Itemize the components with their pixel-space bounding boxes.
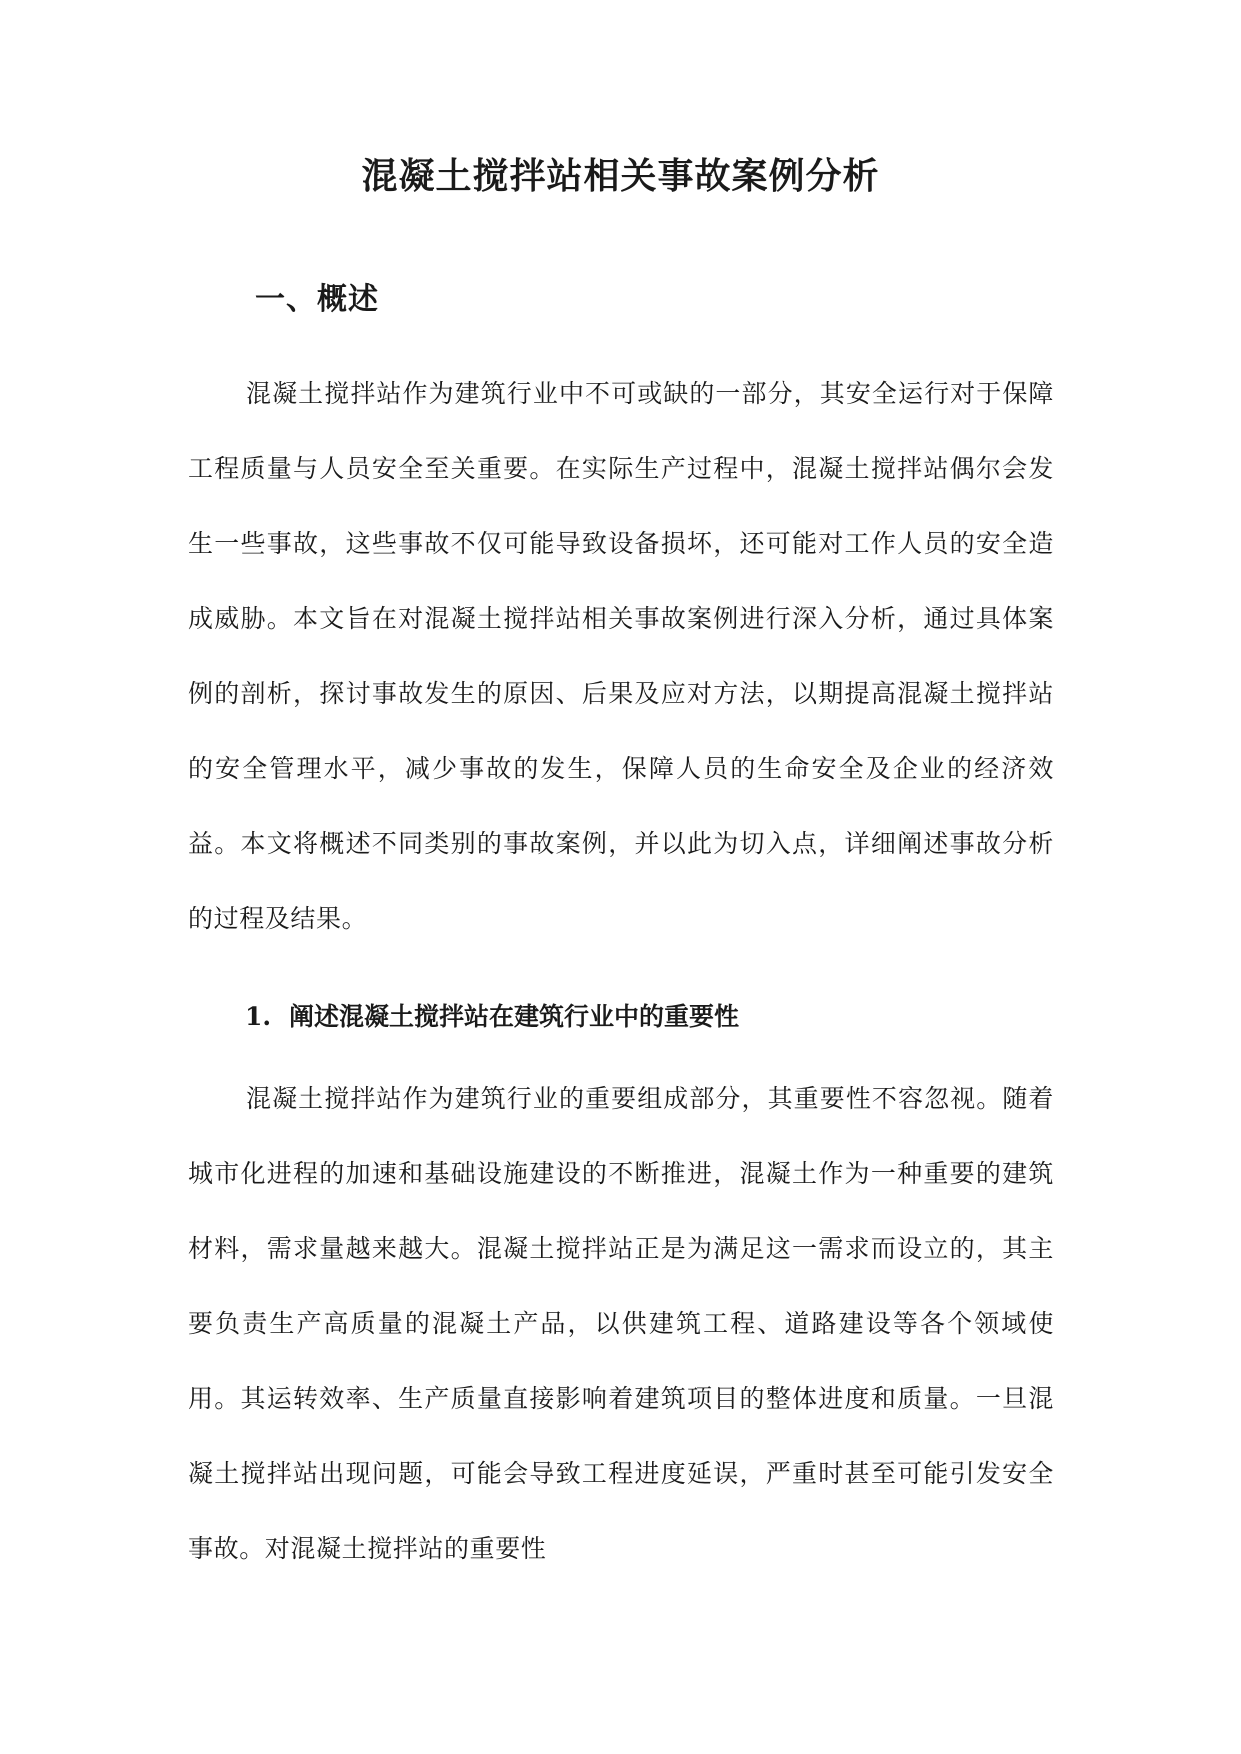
overview-paragraph: 混凝土搅拌站作为建筑行业中不可或缺的一部分，其安全运行对于保障工程质量与人员安全至关重要。在实际生产过程中，混凝土搅拌站偶尔会发生一些事故，这些事故不仅可能导致设备损坏，还可能对工作人员的安全造成威胁。本文旨在对混凝土搅拌站相关事故案例进行深入分析，通过具体案例的剖析，探讨事故发生的原因、后果及应对方法，以期提高混凝土搅拌站的安全管理水平，减少事故的发生，保障人员的生命安全及企业的经济效益。本文将概述不同类别的事故案例，并以此为切入点，详细阐述事故分析的过程及结果。 xyxy=(188,379,1054,933)
subsection-heading-importance xyxy=(245,992,739,1042)
section-heading-overview: 一、概述 xyxy=(255,282,379,317)
subsection-number: 1. xyxy=(245,1002,272,1031)
subsection-heading-text: 阐述混凝土搅拌站在建筑行业中的重要性 xyxy=(289,1002,740,1031)
document-title: 混凝土搅拌站相关事故案例分析 xyxy=(361,155,880,197)
importance-paragraph: 混凝土搅拌站作为建筑行业的重要组成部分，其重要性不容忽视。随着城市化进程的加速和基础设施建设的不断推进，混凝土作为一种重要的建筑材料，需求量越来越大。混凝土搅拌站正是为满足这一需求而设立的，其主要负责生产高质量的混凝土产品，以供建筑工程、道路建设等各个领域使用。其运转效率、生产质量直接影响着建筑项目的整体进度和质量。一旦混凝土搅拌站出现问题，可能会导致工程进度延误，严重时甚至可能引发安全事故。对混凝土搅拌站的重要性 xyxy=(188,1084,1054,1563)
